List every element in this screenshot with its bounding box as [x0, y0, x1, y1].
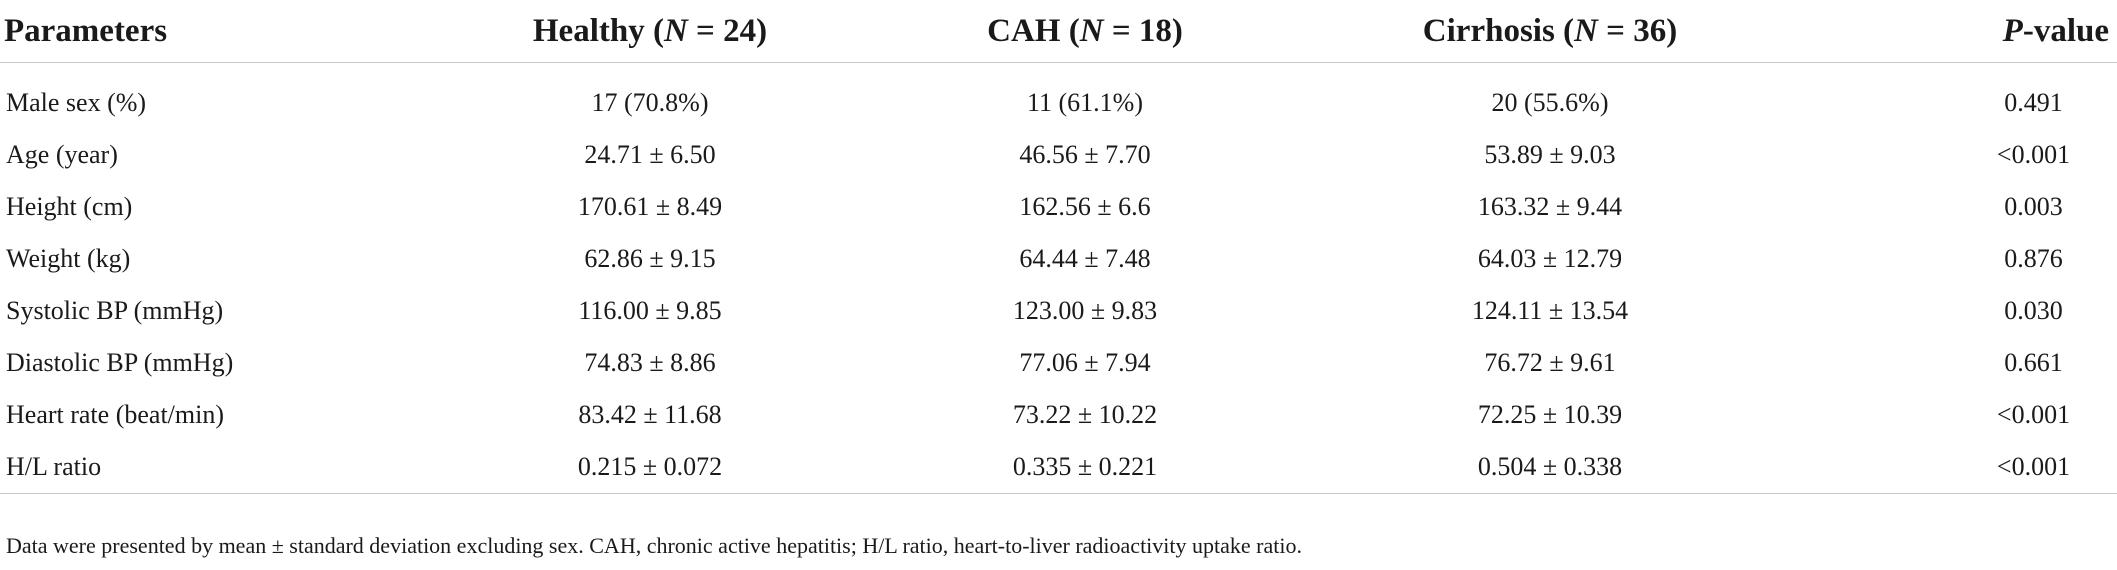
table-row: [0, 337, 2117, 389]
cell-p-value: 0.661: [2004, 348, 2063, 377]
cell-parameter: Systolic BP (mmHg): [6, 296, 224, 325]
cell-p-value: 0.876: [2004, 244, 2063, 273]
cell-cirrhosis: 53.89 ± 9.03: [1484, 140, 1616, 169]
cell-healthy: 0.215 ± 0.072: [430, 441, 870, 494]
cell-healthy: 17 (70.8%): [591, 88, 709, 117]
header-cah-eq: =: [1103, 12, 1139, 49]
header-p-suffix: -value: [2022, 12, 2109, 49]
table-row: [0, 77, 2117, 129]
cell-healthy: 24.71 ± 6.50: [584, 140, 716, 169]
cell-cirrhosis: 124.11 ± 13.54: [1471, 296, 1629, 325]
table-row: [0, 285, 2117, 337]
header-cirrhosis-label: Cirrhosis: [1422, 12, 1555, 49]
header-cirrhosis-n: 36: [1633, 12, 1667, 49]
cell-cah: 11 (61.1%): [1026, 88, 1143, 117]
table-row: [0, 441, 2117, 494]
cell-cah: 64.44 ± 7.48: [1019, 244, 1151, 273]
header-parameters: Parameters: [0, 0, 430, 63]
cell-p-value: 0.003: [2004, 192, 2063, 221]
cell-cah: 77.06 ± 7.94: [1019, 348, 1151, 377]
cell-parameter: Height (cm): [6, 192, 133, 221]
header-cirrhosis-eq: =: [1597, 12, 1634, 49]
cell-p-value: <0.001: [1996, 400, 2071, 429]
header-p-value: [1800, 0, 2117, 63]
cell-parameter: Weight (kg): [6, 244, 131, 273]
header-healthy-label: Healthy: [532, 12, 645, 49]
header-cah-n-symbol: N: [1079, 12, 1104, 49]
cell-healthy: 83.42 ± 11.68: [578, 400, 722, 429]
cell-cirrhosis: 0.504 ± 0.338: [1300, 441, 1800, 494]
table-row: [0, 181, 2117, 233]
cell-cah: 162.56 ± 6.6: [1019, 192, 1151, 221]
header-cirrhosis: Cirrhosis (N = 36): [1300, 0, 1800, 63]
table-footnote: Data were presented by mean ± standard deviation excluding sex. CAH, chronic active hepatitis; H/L ratio, heart-to-liver radioactivity uptake ratio.: [6, 533, 1302, 558]
table-row: [0, 129, 2117, 181]
cell-cah: 46.56 ± 7.70: [1019, 140, 1151, 169]
cell-p-value: <0.001: [1800, 441, 2117, 494]
cell-cirrhosis: 20 (55.6%): [1491, 88, 1609, 117]
cell-healthy: 116.00 ± 9.85: [578, 296, 722, 325]
header-healthy: Healthy (N = 24): [430, 0, 870, 63]
table-row: [0, 233, 2117, 285]
cell-p-value: 0.030: [2004, 296, 2063, 325]
cell-p-value: <0.001: [1996, 140, 2071, 169]
cell-parameter: Diastolic BP (mmHg): [6, 348, 234, 377]
header-healthy-eq: =: [687, 12, 724, 49]
cell-parameter: H/L ratio: [0, 441, 430, 494]
cell-cirrhosis: 76.72 ± 9.61: [1484, 348, 1616, 377]
header-healthy-n: 24: [723, 12, 757, 49]
cell-healthy: 74.83 ± 8.86: [584, 348, 716, 377]
table-row: [0, 389, 2117, 441]
header-cah-label: CAH: [987, 12, 1061, 49]
cell-parameter: Male sex (%): [6, 88, 147, 117]
cell-cah: 0.335 ± 0.221: [870, 441, 1300, 494]
cell-cah: 73.22 ± 10.22: [1012, 400, 1158, 429]
cell-healthy: 170.61 ± 8.49: [577, 192, 723, 221]
cell-cirrhosis: 163.32 ± 9.44: [1477, 192, 1623, 221]
cell-cirrhosis: 64.03 ± 12.79: [1477, 244, 1623, 273]
cell-healthy: 62.86 ± 9.15: [584, 244, 716, 273]
cell-cirrhosis: 72.25 ± 10.39: [1477, 400, 1623, 429]
header-row: [0, 0, 2117, 63]
cell-p-value: 0.491: [2004, 88, 2063, 117]
header-p-symbol: P: [2002, 12, 2023, 49]
cell-parameter: Heart rate (beat/min): [6, 400, 224, 429]
cell-cah: 123.00 ± 9.83: [1012, 296, 1158, 325]
header-cirrhosis-n-symbol: N: [1574, 12, 1598, 49]
header-cah-n: 18: [1138, 12, 1172, 49]
header-healthy-n-symbol: N: [663, 12, 688, 49]
header-cah: CAH (N = 18): [870, 0, 1300, 63]
cell-parameter: Age (year): [6, 140, 118, 169]
